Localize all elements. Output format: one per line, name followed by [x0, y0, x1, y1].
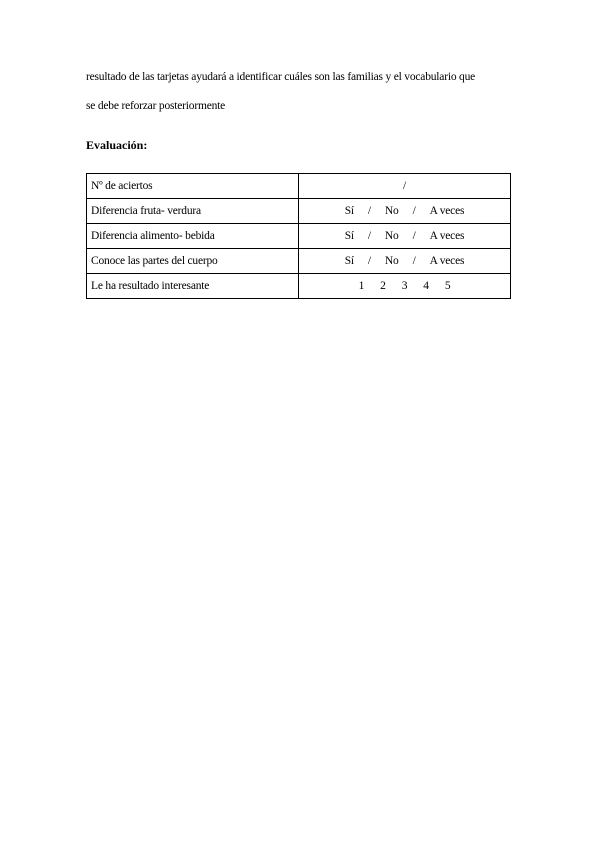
option-sometimes: A veces — [429, 230, 465, 242]
row-value: / — [299, 174, 511, 199]
rating-3: 3 — [401, 280, 408, 292]
table-row — [87, 174, 511, 199]
option-separator: / — [412, 255, 416, 267]
row-options — [299, 224, 511, 249]
rating-scale — [299, 274, 511, 299]
evaluation-heading: Evaluación: — [86, 138, 148, 152]
option-yes: Sí — [344, 230, 354, 242]
row-label: Le ha resultado interesante — [87, 274, 299, 299]
rating-1: 1 — [358, 280, 365, 292]
option-separator: / — [412, 230, 416, 242]
option-yes: Sí — [344, 205, 354, 217]
option-no: No — [384, 205, 399, 217]
paragraph-line-2: se debe reforzar posteriormente — [86, 100, 226, 112]
evaluation-table — [86, 173, 511, 299]
option-no: No — [384, 255, 399, 267]
row-label: Nº de aciertos — [87, 174, 299, 199]
paragraph-line-1: resultado de las tarjetas ayudará a identificar cuáles son las familias y el vocabulario que — [86, 71, 476, 83]
option-separator: / — [367, 205, 371, 217]
row-options — [299, 199, 511, 224]
rating-2: 2 — [380, 280, 386, 292]
table-row — [87, 274, 511, 299]
rating-4: 4 — [423, 280, 429, 292]
table-row — [87, 249, 511, 274]
rating-5: 5 — [444, 280, 451, 292]
row-label: Diferencia fruta- verdura — [87, 199, 299, 224]
option-separator: / — [367, 230, 371, 242]
option-yes: Sí — [344, 255, 354, 267]
row-label: Diferencia alimento- bebida — [87, 224, 299, 249]
option-no: No — [384, 230, 399, 242]
table-row — [87, 199, 511, 224]
row-label: Conoce las partes del cuerpo — [87, 249, 299, 274]
option-sometimes: A veces — [429, 255, 465, 267]
table-row — [87, 224, 511, 249]
option-separator: / — [367, 255, 371, 267]
option-sometimes: A veces — [429, 205, 465, 217]
option-separator: / — [412, 205, 416, 217]
row-options — [299, 249, 511, 274]
